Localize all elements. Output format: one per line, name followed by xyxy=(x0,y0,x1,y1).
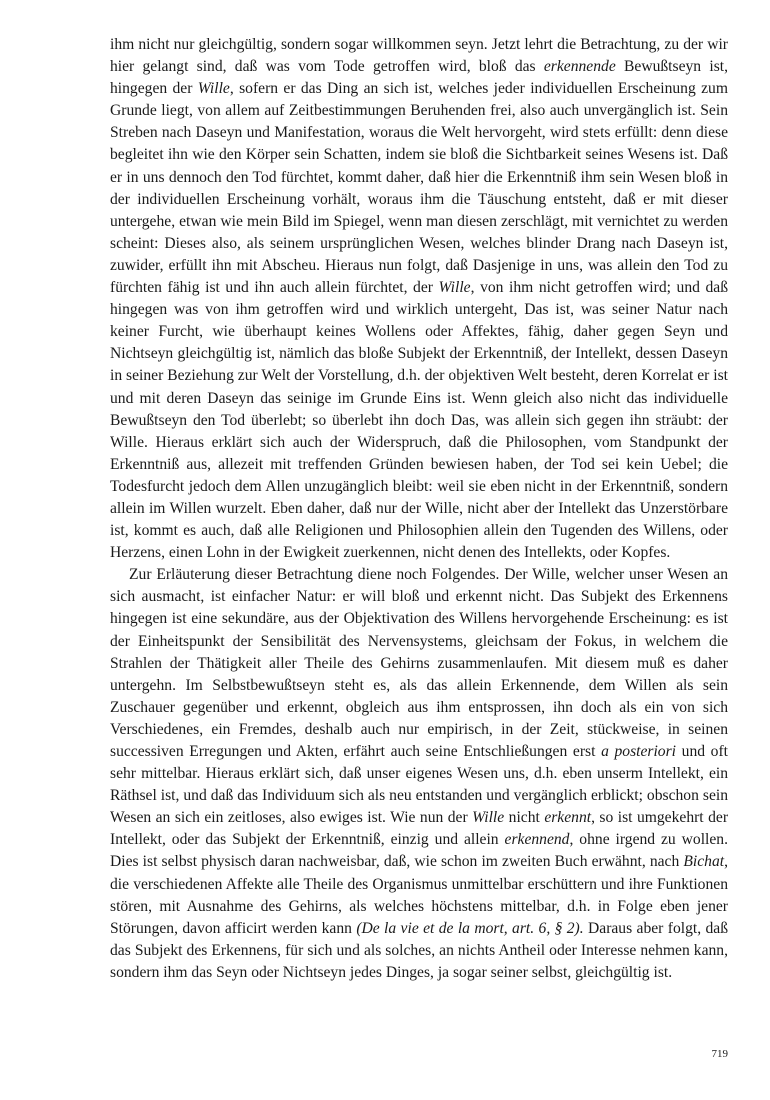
text-run: und oft sehr mittelbar. Hieraus erklärt sich, daß unser eigenes Wesen uns, d.h. eben unserm Intellekt, ein Räthsel ist, und daß das Individuum sich als neu entstanden und vergänglich erblickt; obschon sein Wesen an sich ein zeitloses, also ewiges ist. Wie nun der xyxy=(110,743,728,827)
italic-text-run: Wille xyxy=(197,80,230,98)
italic-text-run: erkennend xyxy=(504,831,570,849)
italic-text-run: Bichat xyxy=(683,853,725,871)
text-run: Zur Erläuterung dieser Betrachtung diene noch Folgendes. Der Wille, welcher unser Wesen an sich ausmacht, ist einfacher Natur: er will bloß und erkennt nicht. Das Subjekt des Erkennens hingegen ist eine sekundäre, aus der Objektivation des Willens hervorgehende Erscheinung: es ist der Einheitspunkt der Sensibilität des Nervensystems, gleichsam der Fokus, in welchem die Strahlen der Thätigkeit aller Theile des Gehirns zusammenlaufen. Mit diesem muß es daher untergehn. Im Selbstbewußtseyn steht es, als das allein Erkennende, dem Willen als sein Zuschauer gegenüber und erkennt, obgleich aus ihm entsprossen, ihn doch als ein von sich Verschiedenes, ein Fremdes, deshalb auch nur empirisch, in der Zeit, stückweise, in seinen successiven Erregungen und Akten, erfährt auch seine Entschließungen erst xyxy=(110,566,728,760)
italic-text-run: erkennt xyxy=(544,809,592,827)
italic-text-run: erkennende xyxy=(543,58,616,76)
italic-text-run: a posteriori xyxy=(601,743,677,760)
italic-text-run: Wille xyxy=(472,809,505,827)
page-body xyxy=(110,34,728,984)
paragraph-2 xyxy=(110,564,728,984)
page-number: 719 xyxy=(711,1048,728,1060)
paragraph-1 xyxy=(110,34,728,564)
text-run: ihm nicht nur gleichgültig, sondern sogar willkommen seyn. Jetzt lehrt die Betrachtung, zu der wir hier gelangt sind, daß was vom Tode getroffen wird, bloß das xyxy=(110,36,728,76)
italic-text-run: Wille xyxy=(438,279,471,297)
text-run: , die verschiedenen Affekte alle Theile des Organismus unmittelbar erschüttern und ihre Funktionen stören, mit Ausnahme des Gehirns, als welches höchstens mittelbar, d.h. in Folge eben jener Störungen, davon afficirt werden kann xyxy=(110,853,728,937)
text-run: , so ist umgekehrt der Intellekt, oder das Subjekt der Erkenntniß, einzig und allein xyxy=(110,809,729,849)
text-run: , ohne irgend zu wollen. Dies ist selbst physisch daran nachweisbar, daß, wie schon im zweiten Buch erwähnt, nach xyxy=(110,831,728,871)
text-run: nicht xyxy=(504,809,545,827)
text-run: Bewußtseyn ist, hingegen der xyxy=(110,58,728,98)
text-run: , sofern er das Ding an sich ist, welches jeder individuellen Erscheinung zum Grunde liegt, von allem auf Zeitbestimmungen Beruhenden frei, also auch unvergänglich ist. Sein Streben nach Daseyn und Manifestation, woraus die Welt hervorgeht, wird stets erfüllt: denn diese begleitet ihn wie den Körper sein Schatten, indem sie bloß die Sichtbarkeit seines Wesens ist. Daß er in uns dennoch den Tod fürchtet, kommt daher, daß hier die Erkenntniß ihm sein Wesen bloß in der individuellen Erscheinung vorhält, woraus ihm die Täuschung entsteht, daß er mit dieser untergehe, etwan wie mein Bild im Spiegel, wenn man diesen zerschlägt, mit vernichtet zu werden scheint: Dieses also, als seinem ursprünglichen Wesen, welches blinder Drang nach Daseyn ist, zuwider, erfüllt ihn mit Abscheu. Hieraus nun folgt, daß Dasjenige in uns, was allein den Tod zu fürchten fähig ist und ihn auch allein fürchtet, der xyxy=(110,80,728,297)
text-run: , von ihm nicht getroffen wird; und daß hingegen was von ihm getroffen wird und wirklich untergeht, Das ist, was seiner Natur nach keiner Furcht, wie überhaupt keines Wollens oder Affektes, fähig, daher gegen Seyn und Nichtseyn gleichgültig ist, nämlich das bloße Subjekt der Erkenntniß, der Intellekt, dessen Daseyn in seiner Beziehung zur Welt der Vorstellung, d.h. der objektiven Welt besteht, deren Korrelat er ist und mit deren Daseyn das seinige im Grunde Eins ist. Wenn gleich also nicht das individuelle Bewußtseyn den Tod überlebt; so überlebt ihn doch Das, was allein sich gegen ihn sträubt: der Wille. Hieraus erklärt sich auch der Widerspruch, daß die Philosophen, vom Standpunkt der Erkenntniß aus, allezeit mit treffenden Gründen bewiesen haben, der Tod sei kein Uebel; die Todesfurcht jedoch dem Allen unzugänglich bleibt: weil sie eben nicht in der Erkenntniß, sondern allein im Willen wurzelt. Eben daher, daß nur der Wille, nicht aber der Intellekt das Unzerstörbare ist, kommt es auch, daß alle Religionen und Philosophien allein den Tugenden des Willens, oder Herzens, einen Lohn in der Ewigkeit zuerkennen, nicht denen des Intellekts, oder Kopfes. xyxy=(110,279,729,562)
text-run: Daraus aber folgt, daß das Subjekt des Erkennens, für sich und als solches, an nichts Antheil oder Interesse nehmen kann, sondern ihm das Seyn oder Nichtseyn jedes Dinges, ja sogar seiner selbst, gleichgültig ist. xyxy=(110,919,728,981)
italic-text-run: (De la vie et de la mort, art. 6, § 2). xyxy=(356,919,584,937)
